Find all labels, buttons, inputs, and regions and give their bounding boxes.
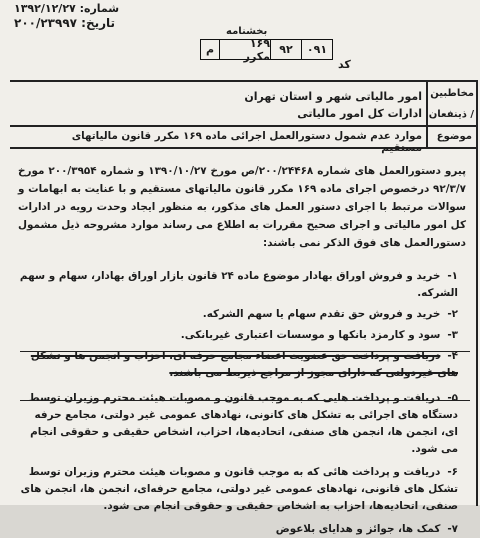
list-item: [18, 464, 458, 515]
code-cell-3: ۱۶۹ مکرر: [220, 39, 271, 60]
handwritten-underline: [20, 400, 470, 401]
list-item: [18, 306, 458, 323]
item-text: دریافت و پرداخت هایی که به موجب قانون و مصوبات هیئت محترم وزیران توسط دستگاه های اجرائی به تشکل های کانونی، نهادهای عمومی غیر دولتی، مجامع حرفه ای، انجمن ها، انجمن های صنفی، اتحادیه‌ها، احزاب، اشخاص حقیقی و حقوقی انجام می شود.: [28, 392, 458, 455]
item-number: ۷-: [447, 523, 458, 535]
item-number: ۱-: [447, 270, 458, 282]
item-text: خرید و فروش حق تقدم سهام یا سهم الشرکه.: [202, 308, 441, 320]
item-text: دریافت و پرداخت هائی که به موجب قانون و مصوبات هیئت محترم وزیران توسط تشکل های قانونی، نهادهای عمومی غیر دولتی، مجامع حرفه‌ای، انجمن ها، انجمن های صنفی، اتحادیه‌ها، احزاب به اشخاص حقیقی و حقوقی انجام می شود.: [20, 466, 458, 512]
item-number: ۵-: [447, 392, 458, 404]
code-label: کد: [338, 58, 351, 71]
letter-number: شماره: ۱۳۹۲/۱۲/۲۷: [14, 2, 120, 15]
code-cell-2: ۹۲: [271, 39, 302, 60]
addressee-label: مخاطبین: [430, 88, 474, 99]
list-item: [18, 268, 458, 302]
addressee-line-2: ادارات کل امور مالیاتی: [297, 107, 422, 120]
beneficiaries-label: / ذینفعان: [428, 109, 474, 120]
code-cell-1: ۰۹۱: [302, 39, 333, 60]
item-text: سود و کارمزد بانکها و موسسات اعتباری غیربانکی.: [180, 329, 441, 341]
list-item: [18, 521, 458, 538]
letter-date: تاریخ: ۲۰۰/۲۳۹۹۷: [14, 16, 116, 30]
item-number: ۳-: [447, 329, 458, 341]
intro-paragraph: پیرو دستورالعمل های شماره ۲۰۰/۲۴۴۶۸/ص مورخ ۱۳۹۰/۱۰/۲۷ و شماره ۲۰۰/۳۹۵۴ مورخ ۹۲/۳/۷ درخصوص اجرای ماده ۱۶۹ مکرر قانون مالیاتهای مستقیم و با عنایت به ابهامات و سوالات مرتبط با اجرای دستور العمل های مذکور، به منظور ایجاد وحدت رویه در ادارات کل امور مالیاتی و اجرای صحیح مقررات به اطلاع می رساند موارد مشروحه ذیل مشمول دستورالعمل های فوق الذکر نمی باشند:: [18, 165, 466, 249]
addressee-line-1: امور مالیاتی شهر و استان تهران: [244, 90, 422, 103]
item-number: ۲-: [447, 308, 458, 320]
item-text: کمک ها، جوائز و هدایای بلاعوض: [275, 523, 441, 535]
code-table: [200, 36, 333, 63]
item-number: ۴-: [447, 350, 458, 362]
handwritten-underline: [20, 351, 470, 352]
item-text: دریافت و پرداخت حق عضویت اعضاء مجامع حرفه ای، احزاب و انجمن ها و تشکل های غیردولتی که دارای مجوز از مراجع ذیربط می باشند.: [30, 350, 458, 379]
subject-text: موارد عدم شمول دستورالعمل اجرائی ماده ۱۶۹ مکرر قانون مالیاتهای مستقیم: [71, 130, 422, 154]
classification-label: بخشنامه: [226, 26, 268, 37]
list-item: [18, 348, 458, 382]
subject-label: موضوع: [436, 131, 472, 142]
header-row-divider: [10, 125, 476, 127]
code-cell-4: م: [200, 39, 220, 60]
list-item: [18, 327, 458, 344]
item-number: ۶-: [447, 466, 458, 478]
exemption-list: [18, 246, 458, 538]
item-text: خرید و فروش اوراق بهادار موضوع ماده ۲۴ قانون بازار اوراق بهادار، سهام و سهم الشرکه.: [19, 270, 458, 299]
